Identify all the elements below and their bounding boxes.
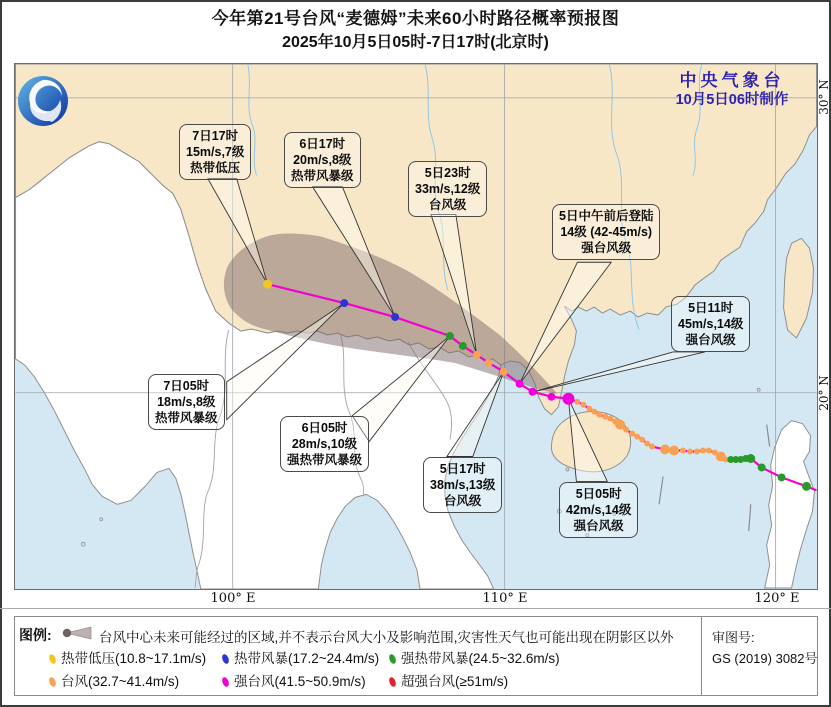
cone-icon	[59, 625, 95, 641]
callout-time: 5日05时	[575, 487, 622, 501]
severe-tropical-storm-icon	[387, 651, 398, 666]
callout-wind: 42m/s,14级	[566, 503, 632, 517]
callout-landfall	[552, 204, 660, 260]
map-approval-number	[701, 617, 818, 695]
callout-time: 7日17时	[192, 129, 239, 143]
callout-time: 5日17时	[439, 462, 486, 476]
callout-time: 6日05时	[301, 421, 348, 435]
callout-wind: 18m/s,8级	[157, 395, 216, 409]
callout-5d05h	[559, 482, 638, 538]
legend-item-super-typhoon: 超强台风(≥51m/s)	[387, 670, 508, 690]
approval-label: 审图号:	[712, 630, 755, 645]
approval-value: GS (2019) 3082号	[712, 651, 818, 666]
callout-category: 强台风级	[573, 519, 624, 533]
tropical-depression-icon	[47, 651, 58, 666]
typhoon-icon	[47, 674, 58, 689]
callout-category: 热带风暴级	[291, 169, 354, 183]
legend-cone-description: 台风中心未来可能经过的区域,并不表示台风大小及影响范围,灾害性天气也可能出现在阴影区以外	[99, 630, 674, 645]
tropical-storm-icon	[220, 651, 231, 666]
callout-5d11h	[671, 296, 750, 352]
legend-item-tropical-depression: 热带低压(10.8~17.1m/s)	[47, 647, 206, 667]
callout-time: 5日23时	[424, 166, 471, 180]
callout-wind: 28m/s,10级	[291, 437, 358, 451]
super-typhoon-icon	[387, 674, 398, 689]
callout-wind: 20m/s,8级	[293, 153, 352, 167]
lon-label-110e: 110° E	[482, 591, 528, 606]
legend-title: 图例:	[19, 627, 52, 643]
separator-line	[0, 608, 831, 609]
callout-6d05h	[280, 416, 369, 472]
legend-item-severe-typhoon: 强台风(41.5~50.9m/s)	[220, 670, 366, 690]
callout-time: 5日11时	[688, 301, 734, 315]
callout-wind: 45m/s,14级	[678, 317, 744, 331]
callout-time: 6日17时	[299, 137, 346, 151]
title-block	[0, 7, 831, 54]
callout-category: 台风级	[443, 494, 482, 508]
callout-wind: 14级 (42-45m/s)	[560, 225, 653, 239]
agency-name: 中央气象台	[679, 71, 785, 90]
severe-typhoon-icon	[220, 674, 231, 689]
lat-label-20n: 20° N	[817, 375, 831, 411]
callout-category: 热带风暴级	[155, 411, 218, 425]
callout-7d17h	[179, 124, 251, 180]
legend-item-tropical-storm: 热带风暴(17.2~24.4m/s)	[220, 647, 379, 667]
callout-time: 5日中午前后登陆	[559, 209, 654, 223]
callout-category: 台风级	[428, 198, 467, 212]
callout-wind: 33m/s,12级	[415, 182, 481, 196]
callout-category: 强台风级	[685, 333, 736, 347]
callout-6d17h	[284, 132, 361, 188]
callout-wind: 38m/s,13级	[430, 478, 496, 492]
lon-label-100e: 100° E	[210, 591, 256, 606]
callout-7d05h	[148, 374, 225, 430]
callout-5d17h	[423, 457, 502, 513]
cma-logo	[16, 74, 70, 128]
agency-stamp	[648, 71, 816, 109]
lat-label-30n: 30° N	[817, 79, 831, 115]
legend	[14, 616, 818, 696]
callout-category: 热带低压	[190, 161, 241, 175]
lon-label-120e: 120° E	[754, 591, 800, 606]
page-title: 今年第21号台风“麦德姆”未来60小时路径概率预报图	[211, 9, 620, 28]
legend-item-severe-tropical-storm: 强热带风暴(24.5~32.6m/s)	[387, 647, 560, 667]
callout-category: 强热带风暴级	[287, 453, 363, 467]
page-subtitle: 2025年10月5日05时-7日17时(北京时)	[282, 34, 549, 51]
callout-category: 强台风级	[581, 241, 632, 255]
agency-issue-time: 10月5日06时制作	[675, 92, 789, 108]
legend-item-typhoon: 台风(32.7~41.4m/s)	[47, 670, 179, 690]
callout-wind: 15m/s,7级	[186, 145, 245, 159]
callout-time: 7日05时	[163, 379, 210, 393]
callout-5d23h	[408, 161, 487, 217]
